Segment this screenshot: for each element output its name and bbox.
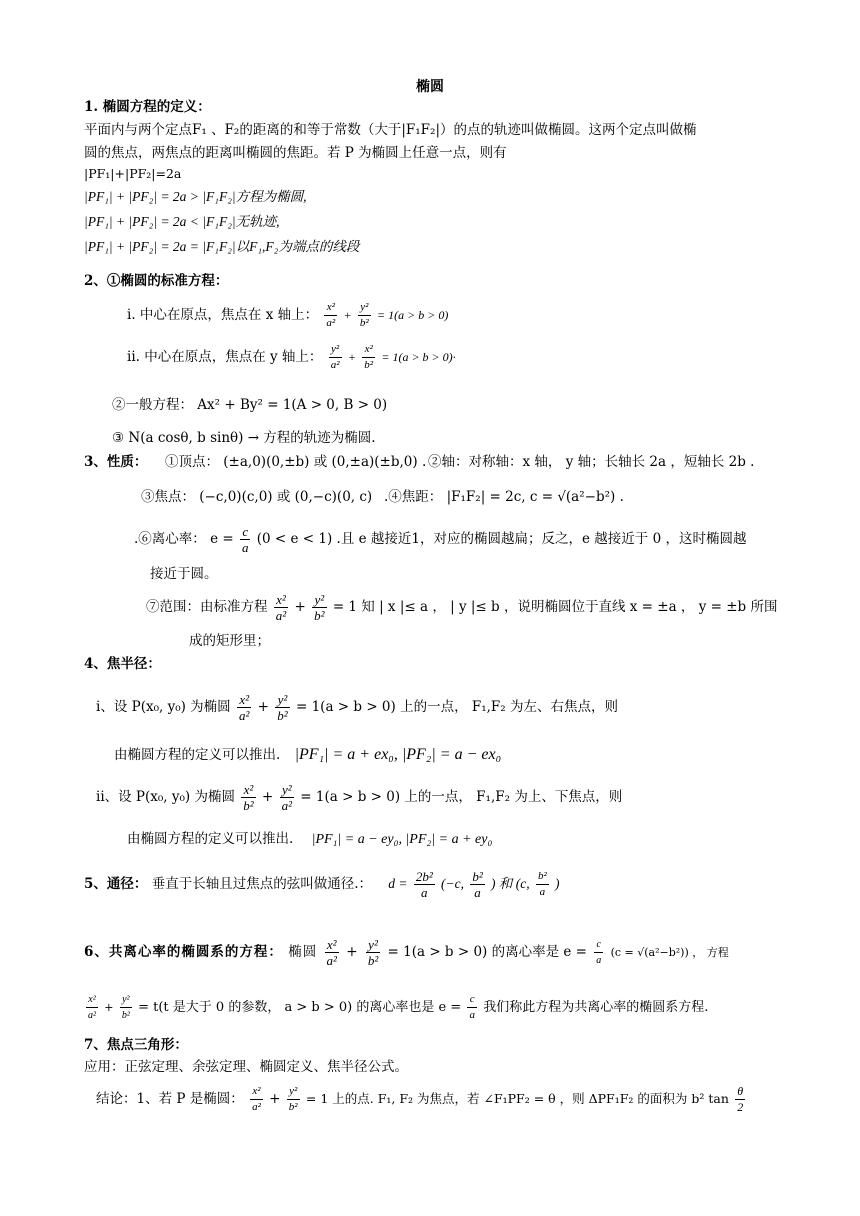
standard-x-tail: = 1(a > b > 0) bbox=[377, 308, 449, 322]
range-property: ⑦范围：由标准方程 $\frac{\text{x²}}{\text{a²}}$ + $\frac{\text{y²}}{\text{b²}}$ = 1 知 | x |≤ a ， | y |≤ b ，说明椭圆位于直线 x = ±a ， y = ±b 所围 bbox=[146, 592, 778, 623]
definition-line-1: 平面内与两个定点F₁ 、F₂的距离的和等于常数（大于|F₁F₂|）的点的轨迹叫做椭圆。这两个定点叫做椭 bbox=[84, 122, 697, 138]
section-2-heading: 2、①椭圆的标准方程： bbox=[84, 273, 229, 289]
focal-triangle-applications: 应用：正弦定理、余弦定理、椭圆定义、焦半径公式。 bbox=[84, 1059, 408, 1075]
fraction: $\frac{\text{y²}}{\text{b²}}$ bbox=[314, 592, 325, 623]
eccentricity-label: .⑥离心率： e = bbox=[134, 531, 234, 547]
conclusion-formula: = 1 上的点. F₁, F₂ 为焦点，若 ∠F₁PF₂ = θ ，则 ΔPF₁F₂ 的面积为 b² tan bbox=[305, 1091, 729, 1106]
range-description-cont: 成的矩形里； bbox=[189, 633, 270, 649]
section-1-heading: 1. 椭圆方程的定义： bbox=[84, 99, 211, 115]
parametric-equation: ③ N(a cosθ, b sinθ) → 方程的轨迹为椭圆. bbox=[112, 430, 376, 446]
fraction: $\frac{\text{x²}}{\text{a²}}$ bbox=[238, 692, 250, 723]
standard-y-tail: = 1(a > b > 0)· bbox=[381, 350, 456, 364]
standard-x-label: i. 中心在原点，焦点在 x 轴上： bbox=[127, 307, 319, 323]
sum-equation: |PF₁|+|PF₂|=2a bbox=[84, 166, 182, 181]
fraction: $\frac{c}{a}$ bbox=[596, 939, 602, 966]
result-2-label: 由椭圆方程的定义可以推出. bbox=[127, 831, 294, 847]
latus-rectum bbox=[84, 866, 560, 902]
focal-radius-case-1: i、设 P(x₀, y₀) 为椭圆 $\frac{\text{x²}}{\text{a²}}$ + $\frac{\text{y²}}{\text{b²}}$ = 1(a > b > 0) 上的一点， F₁,F₂ 为左、右焦点，则 bbox=[96, 692, 618, 723]
eccentricity-property bbox=[134, 522, 746, 556]
result-1-formula: |PF₁| = a + ex₀, |PF₂| = a − ex₀ bbox=[294, 746, 502, 763]
family-intro: 椭圆 bbox=[288, 944, 318, 960]
page-title: 椭圆 bbox=[416, 79, 444, 95]
endpoint-1: (−c, bbox=[441, 876, 465, 891]
focal-distance-property: .④焦距： |F₁F₂| = 2c, c = √(a²−b²) . bbox=[384, 489, 624, 505]
case-2-intro: ii、设 P(x₀, y₀) 为椭圆 bbox=[96, 789, 235, 805]
range-description: = 1 知 | x |≤ a ， | y |≤ b ，说明椭圆位于直线 x = ±a ， y = ±b 所围 bbox=[332, 599, 778, 615]
conclusion-intro: 结论：1、若 P 是椭圆： bbox=[96, 1091, 244, 1107]
focal-radius-result-2 bbox=[127, 831, 492, 848]
latus-rectum-d: d = bbox=[388, 876, 408, 891]
definition-line-2: 圆的焦点，两焦点的距离叫椭圆的焦距。若 P 为椭圆上任意一点，则有 bbox=[84, 145, 507, 161]
case-1-tail: = 1(a > b > 0) 上的一点， F₁,F₂ 为左、右焦点，则 bbox=[295, 699, 618, 715]
standard-y-axis: ii. 中心在原点，焦点在 y 轴上： $\frac{\text{y²}}{\text{a²}}$ + $\frac{\text{x²}}{\text{b²}}$ = 1(a > b > 0)· bbox=[127, 343, 456, 371]
result-2-formula: |PF₁| = a − ey₀, |PF₂| = a + ey₀ bbox=[311, 832, 493, 847]
endpoint-connector: ) 和 (c, bbox=[491, 876, 530, 891]
focal-radius-result-1 bbox=[114, 747, 501, 763]
focal-radius-case-2: ii、设 P(x₀, y₀) 为椭圆 $\frac{\text{x²}}{\text{b²}}$ + $\frac{\text{y²}}{\text{a²}}$ = 1(a > b > 0) 上的一点， F₁,F₂ 为上、下焦点，则 bbox=[96, 782, 623, 813]
coeccentric-family-line-2: $\frac{\text{x²}}{\text{a²}}$ + $\frac{\text{y²}}{\text{b²}}$ = t(t 是大于 0 的参数， a > b > 0) 的离心率也是 e = $\frac{c}{a}$ 我们称此方程为共离心率的椭圆系方程. bbox=[88, 993, 709, 1021]
fraction: $\frac{\text{2b²}}{a}$ bbox=[415, 869, 433, 900]
section-4-heading: 4、焦半径： bbox=[84, 656, 161, 672]
standard-y-label: ii. 中心在原点，焦点在 y 轴上： bbox=[127, 349, 323, 365]
case-segment: |PF₁| + |PF₂| = 2a = |F₁F₂|以F₁,F₂为端点的线段 bbox=[84, 239, 360, 254]
fraction: $\frac{\text{x²}}{\text{b²}}$ bbox=[364, 343, 374, 371]
case-no-locus: |PF₁| + |PF₂| = 2a < |F₁F₂|无轨迹, bbox=[84, 214, 280, 229]
fraction: $\frac{\text{x²}}{\text{b²}}$ bbox=[243, 782, 254, 813]
range-label: ⑦范围：由标准方程 bbox=[146, 599, 268, 615]
family-parameter: = t(t 是大于 0 的参数， a > b > 0) 的离心率也是 e = bbox=[138, 1000, 462, 1015]
fraction: $\frac{\text{b²}}{a}$ bbox=[472, 869, 483, 900]
fraction: $\frac{\text{x²}}{\text{a²}}$ bbox=[275, 592, 287, 623]
general-equation: ②一般方程： Ax² + By² = 1(A > 0, B > 0) bbox=[112, 397, 388, 413]
focus-property: ③焦点： (−c,0)(c,0) 或 (0,−c)(0, c) bbox=[141, 489, 373, 505]
section-6-heading: 6、共离心率的椭圆系的方程： bbox=[84, 944, 283, 960]
result-1-label: 由椭圆方程的定义可以推出. bbox=[114, 747, 281, 763]
fraction: $\frac{\text{x²}}{\text{a²}}$ bbox=[252, 1085, 261, 1113]
fraction: $\frac{\text{y²}}{\text{b²}}$ bbox=[367, 937, 379, 968]
fraction: $\frac{\text{y²}}{\text{b²}}$ bbox=[288, 1085, 298, 1113]
fraction: $\frac{\text{b²}}{a}$ bbox=[537, 870, 547, 898]
fraction: $\frac{\theta}{2}$ bbox=[737, 1084, 744, 1114]
fraction: $\frac{c}{a}$ bbox=[241, 524, 249, 555]
fraction: $\frac{\text{x²}}{\text{a²}}$ bbox=[88, 994, 96, 1021]
fraction: $\frac{c}{a}$ bbox=[469, 993, 475, 1021]
eccentricity-description-cont: 接近于圆。 bbox=[150, 566, 218, 582]
fraction: $\frac{\text{y²}}{\text{a²}}$ bbox=[281, 782, 292, 813]
case-2-tail: = 1(a > b > 0) 上的一点， F₁,F₂ 为上、下焦点，则 bbox=[300, 789, 623, 805]
fraction: $\frac{\text{y²}}{\text{b²}}$ bbox=[121, 994, 130, 1021]
fraction: $\frac{\text{y²}}{\text{a²}}$ bbox=[330, 343, 340, 371]
family-eccentricity: = 1(a > b > 0) 的离心率是 e = bbox=[387, 944, 587, 960]
standard-x-axis: i. 中心在原点，焦点在 x 轴上： $\frac{\text{x²}}{\text{a²}}$ + $\frac{\text{y²}}{\text{b²}}$ = 1(a > b > 0) bbox=[127, 301, 449, 329]
fraction: $\frac{\text{x²}}{\text{a²}}$ bbox=[326, 301, 336, 329]
eccentricity-description: (0 < e < 1) .且 e 越接近1，对应的椭圆越扁；反之，e 越接近于 0 ，这时椭圆越 bbox=[256, 531, 747, 547]
fraction: $\frac{\text{x²}}{\text{a²}}$ bbox=[326, 937, 337, 968]
section-7-heading: 7、焦点三角形： bbox=[84, 1037, 188, 1053]
section-3-heading: 3、性质： bbox=[84, 454, 148, 470]
family-conclusion: 我们称此方程为共离心率的椭圆系方程. bbox=[483, 1000, 709, 1015]
case-1-intro: i、设 P(x₀, y₀) 为椭圆 bbox=[96, 699, 231, 715]
axis-property: ②轴：对称轴：x 轴， y 轴；长轴长 2a ，短轴长 2b . bbox=[428, 454, 755, 470]
case-ellipse: |PF₁| + |PF₂| = 2a > |F₁F₂|方程为椭圆, bbox=[84, 189, 307, 204]
coeccentric-family: 6、共离心率的椭圆系的方程： 椭圆 $\frac{\text{x²}}{\text{a²}}$ + $\frac{\text{y²}}{\text{b²}}$ = 1(a > b > 0) 的离心率是 e = $\frac{c}{a}$ (c = √(a²−b²)) ， 方程 bbox=[84, 937, 729, 968]
endpoint-close: ) bbox=[555, 876, 560, 891]
fraction: $\frac{\text{y²}}{\text{b²}}$ bbox=[359, 301, 369, 329]
latus-rectum-definition: 垂直于长轴且过焦点的弦叫做通径.： bbox=[151, 876, 372, 892]
vertex-property: ①顶点： (±a,0)(0,±b) 或 (0,±a)(±b,0) . bbox=[165, 454, 427, 470]
fraction: $\frac{\text{y²}}{\text{b²}}$ bbox=[277, 692, 288, 723]
section-5-heading: 5、通径： bbox=[84, 876, 148, 892]
focal-triangle-conclusion: 结论：1、若 P 是椭圆： $\frac{\text{x²}}{\text{a²}}$ + $\frac{\text{y²}}{\text{b²}}$ = 1 上的点. F₁, F₂ 为焦点，若 ∠F₁PF₂ = θ ，则 ΔPF₁F₂ 的面积为 b² tan $\frac{\theta}{2}$ bbox=[96, 1084, 744, 1114]
family-tail: (c = √(a²−b²)) ， 方程 bbox=[610, 946, 729, 959]
